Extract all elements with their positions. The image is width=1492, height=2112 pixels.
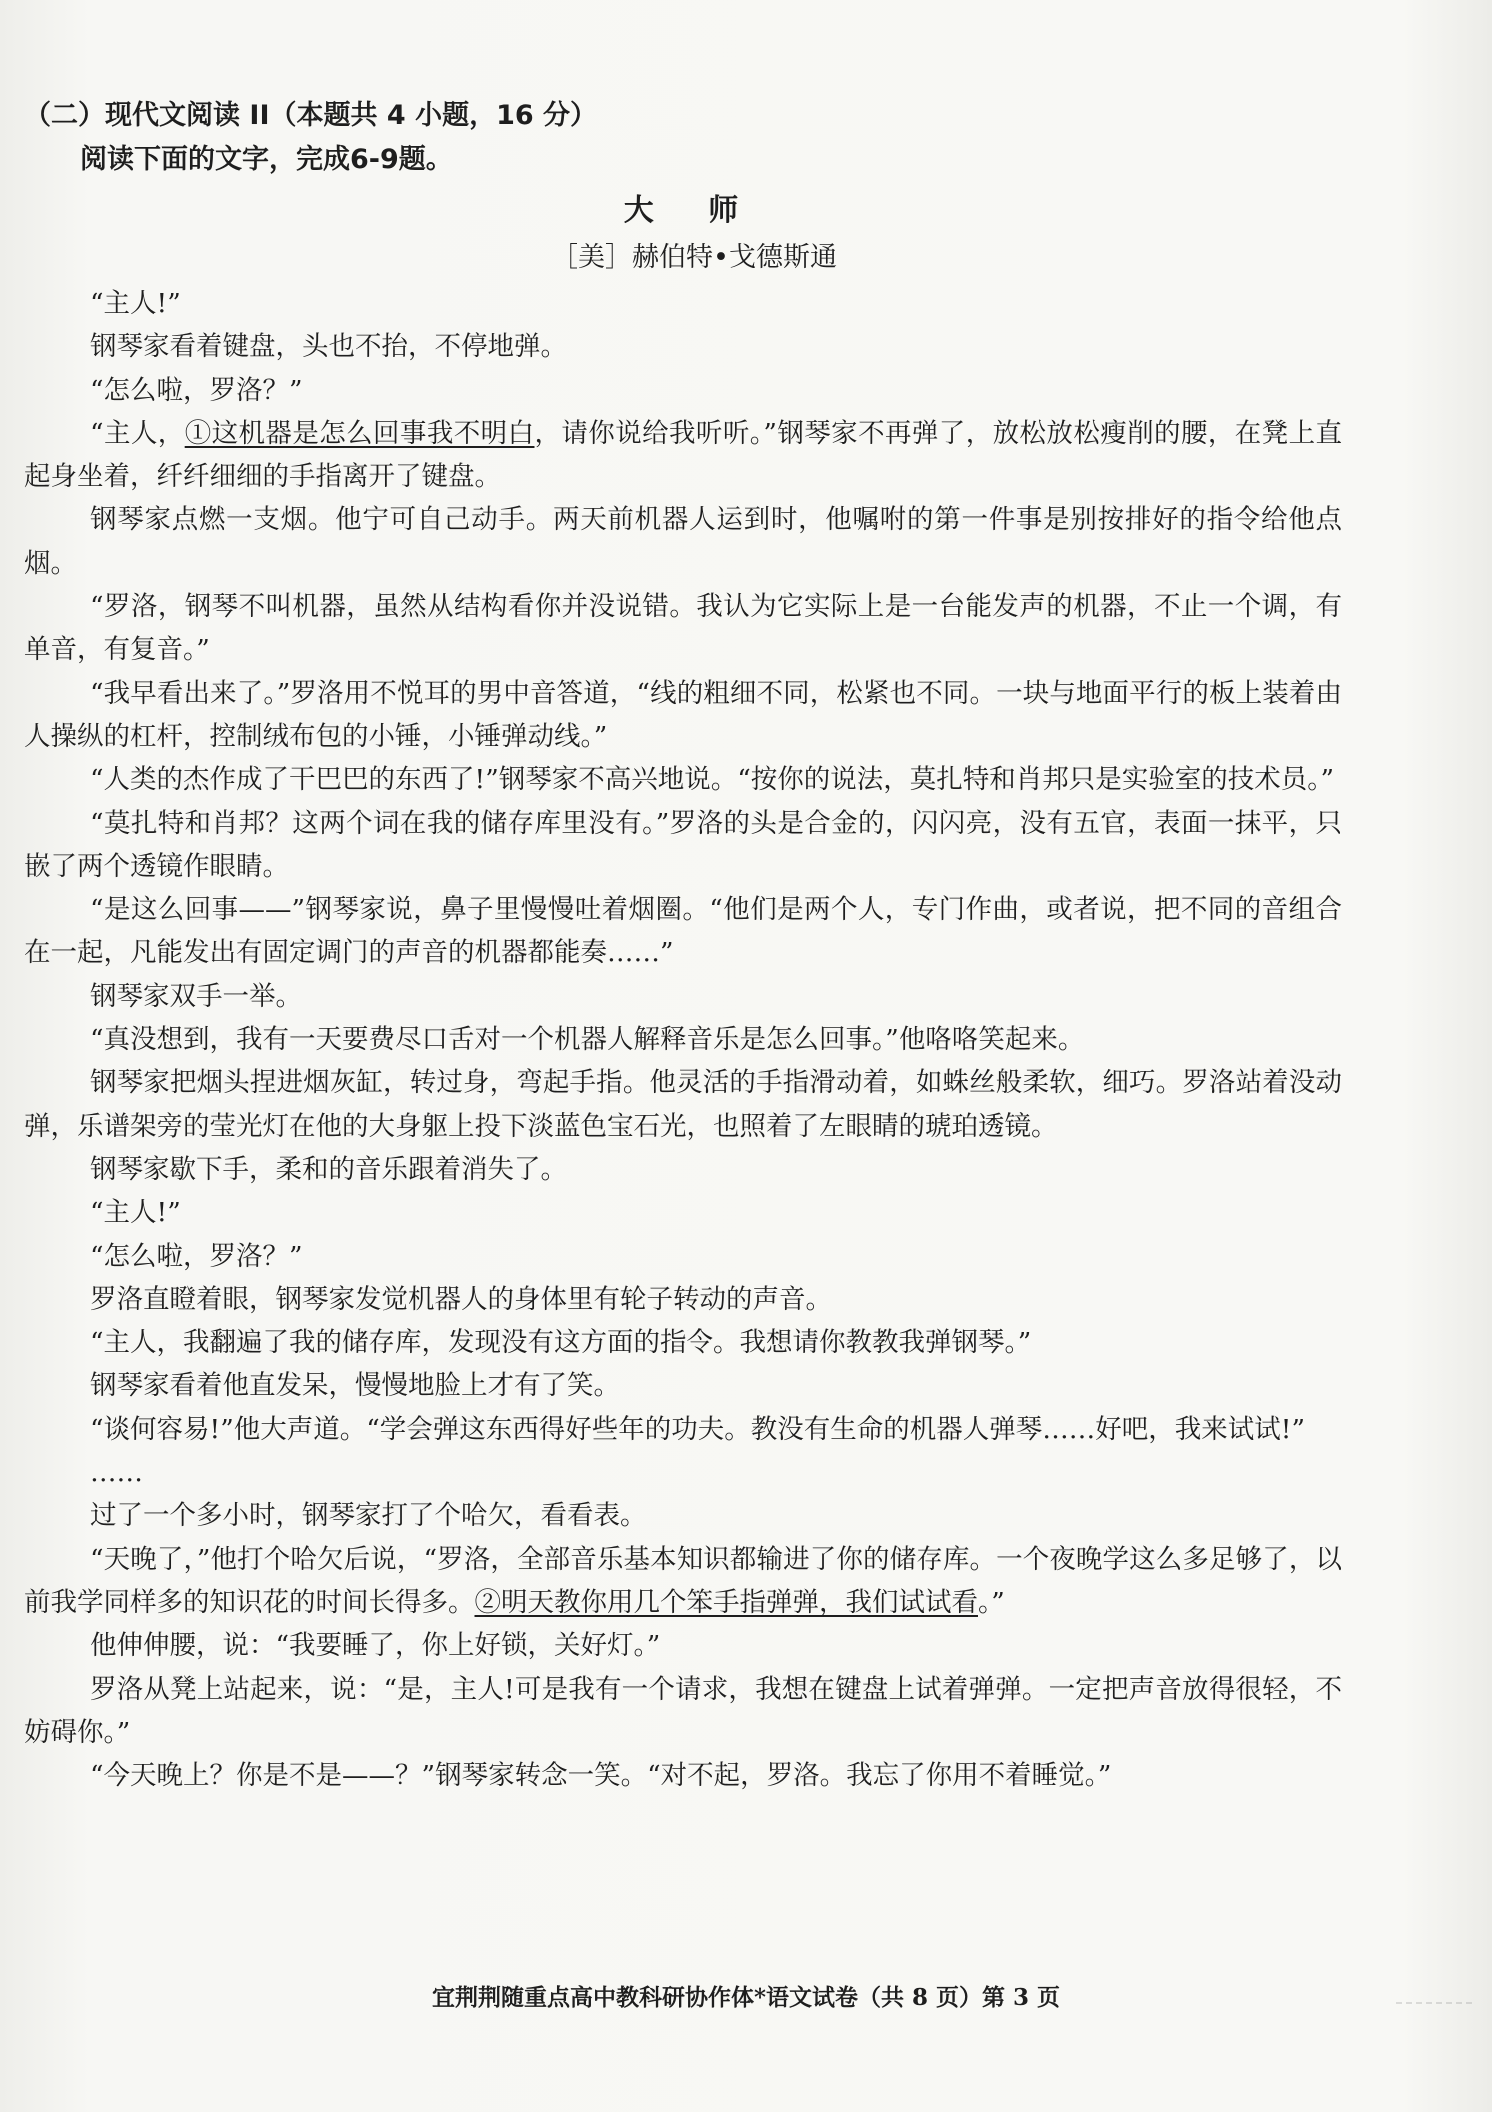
paragraph: 钢琴家双手一举。: [90, 980, 302, 1012]
paragraph: [24, 1538, 1342, 1625]
page-footer: 宜荆荆随重点高中教科研协作体*语文试卷（共 8 页）第 3 页: [431, 1984, 1061, 2011]
paragraph: 过了一个多小时，钢琴家打了个哈欠，看看表。: [90, 1500, 647, 1532]
reading-instruction: 阅读下面的文字，完成6-9题。: [80, 144, 453, 175]
paragraph: “主人，我翻遍了我的储存库，发现没有这方面的指令。我想请你教教我弹钢琴。”: [90, 1327, 1032, 1359]
section-heading: （二）现代文阅读 II（本题共 4 小题，16 分）: [24, 100, 598, 131]
underlined-sentence: ①这机器是怎么回事我不明白: [184, 417, 535, 449]
paragraph-text: “天晚了，”他打个哈欠后说，“罗洛，全部音乐基本知识都输进了你的储存库。一个夜晚学这么多足够了，以前我学同样多的知识花的时间长得多。: [24, 1543, 1342, 1618]
underlined-sentence: ②明天教你用几个笨手指弹弹，我们试试看: [474, 1586, 978, 1618]
paragraph: “我早看出来了。”罗洛用不悦耳的男中音答道，“线的粗细不同，松紧也不同。一块与地面平行的板上装着由人操纵的杠杆，控制绒布包的小锤，小锤弹动线。”: [24, 677, 1342, 752]
paragraph: “主人!”: [90, 288, 181, 319]
paragraph: 罗洛从凳上站起来，说：“是，主人!可是我有一个请求，我想在键盘上试着弹弹。一定把声音放得很轻，不妨碍你。”: [24, 1673, 1342, 1748]
paragraph: “今天晚上？你是不是——？”钢琴家转念一笑。“对不起，罗洛。我忘了你用不着睡觉。”: [90, 1760, 1112, 1792]
article-body: [24, 282, 1342, 1797]
paragraph: ……: [90, 1457, 143, 1489]
paragraph: “真没想到，我有一天要费尽口舌对一个机器人解释音乐是怎么回事。”他咯咯笑起来。: [90, 1024, 1085, 1056]
paragraph: “怎么啦，罗洛？”: [90, 1240, 303, 1272]
paragraph: 钢琴家歇下手，柔和的音乐跟着消失了。: [90, 1153, 567, 1185]
paragraph: “人类的杰作成了干巴巴的东西了!”钢琴家不高兴地说。“按你的说法，莫扎特和肖邦只是实验室的技术员。”: [90, 764, 1335, 796]
paragraph: “谈何容易!”他大声道。“学会弹这东西得好些年的功夫。教没有生命的机器人弹琴……好吧，我来试试!”: [90, 1413, 1305, 1445]
paragraph-text: ，请你说给我听听。”钢琴家不再弹了，放松放松瘦削的腰，在凳上直起身坐着，纤纤细细的手指离开了键盘。: [24, 417, 1342, 493]
paragraph: 钢琴家看着键盘，头也不抬，不停地弹。: [90, 331, 567, 363]
paragraph-text: 。”: [978, 1586, 1005, 1618]
paragraph: [24, 412, 1342, 499]
article-author: ［美］赫伯特•戈德斯通: [551, 242, 837, 273]
paragraph-text: “主人，: [90, 417, 185, 449]
paragraph: “主人!”: [90, 1197, 181, 1229]
page-content: [24, 94, 1342, 1797]
scan-mark-icon: [1396, 2000, 1474, 2006]
paragraph: “莫扎特和肖邦？这两个词在我的储存库里没有。”罗洛的头是合金的，闪闪亮，没有五官，表面一抹平，只嵌了两个透镜作眼睛。: [24, 807, 1342, 882]
paragraph: “怎么啦，罗洛？”: [90, 374, 303, 406]
paragraph: “是这么回事——”钢琴家说，鼻子里慢慢吐着烟圈。“他们是两个人，专门作曲，或者说，把不同的音组合在一起，凡能发出有固定调门的声音的机器都能奏……”: [24, 894, 1342, 969]
paragraph: 钢琴家把烟头捏进烟灰缸，转过身，弯起手指。他灵活的手指滑动着，如蛛丝般柔软，细巧。罗洛站着没动弹，乐谱架旁的莹光灯在他的大身躯上投下淡蓝色宝石光，也照着了左眼睛的琥珀透镜。: [24, 1067, 1342, 1142]
paragraph: 钢琴家点燃一支烟。他宁可自己动手。两天前机器人运到时，他嘱咐的第一件事是别按排好的指令给他点烟。: [24, 504, 1342, 579]
paragraph: 他伸伸腰，说：“我要睡了，你上好锁，关好灯。”: [90, 1630, 661, 1662]
paragraph: “罗洛，钢琴不叫机器，虽然从结构看你并没说错。我认为它实际上是一台能发声的机器，不止一个调，有单音，有复音。”: [24, 591, 1342, 666]
paragraph: 罗洛直瞪着眼，钢琴家发觉机器人的身体里有轮子转动的声音。: [90, 1283, 832, 1315]
article-title: 大 师: [623, 193, 761, 228]
paragraph: 钢琴家看着他直发呆，慢慢地脸上才有了笑。: [90, 1370, 620, 1402]
